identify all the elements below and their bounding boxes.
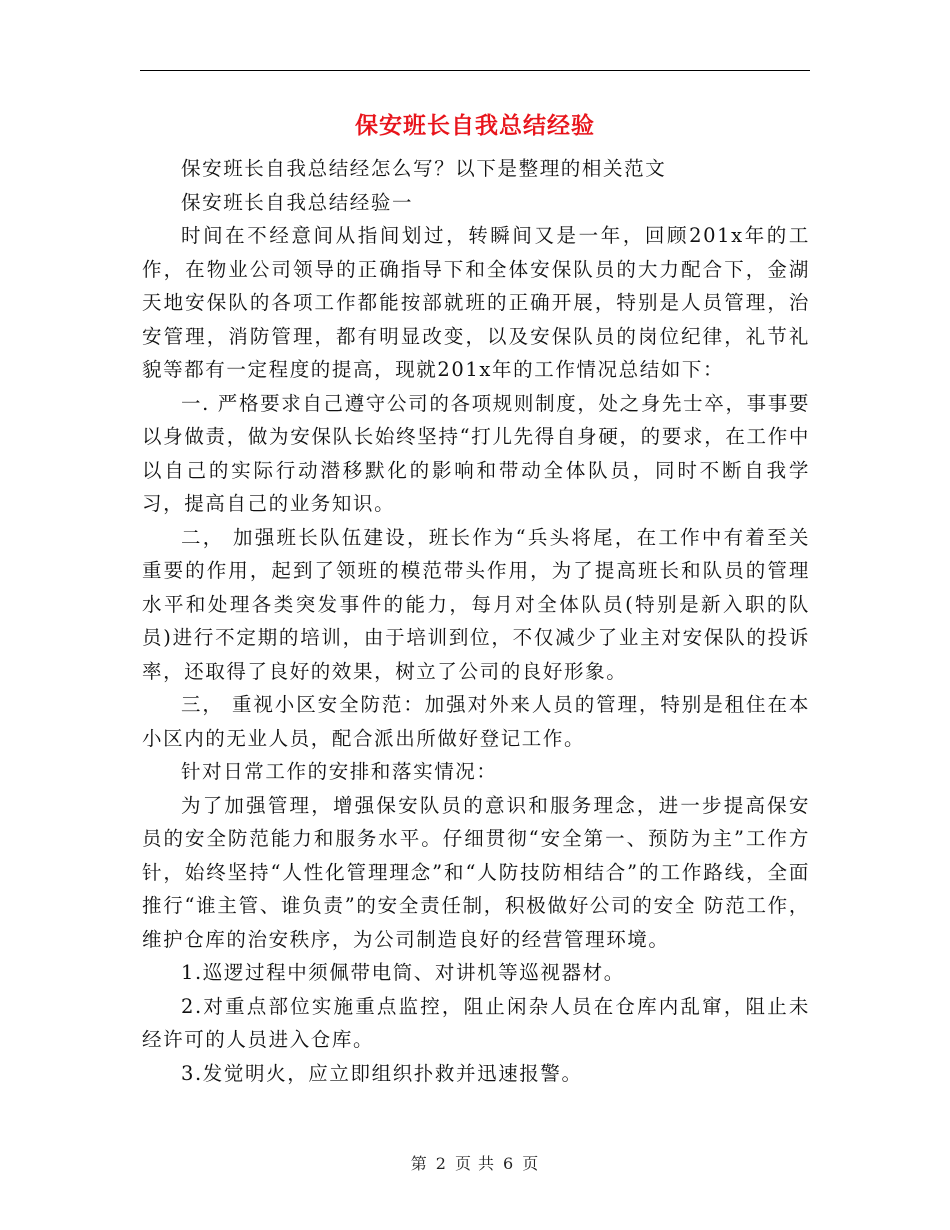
paragraph: 3.发觉明火，应立即组织扑救并迅速报警。 — [181, 1061, 583, 1085]
paragraph: 保安班长自我总结经怎么写？以下是整理的相关范文 — [181, 157, 667, 180]
header-rule — [140, 70, 810, 71]
document-title: 保安班长自我总结经验 — [355, 112, 595, 139]
page-footer — [0, 1151, 950, 1174]
footer-suffix: 页 — [522, 1154, 540, 1173]
page-number: 2 — [435, 1154, 447, 1173]
paragraph: 三， 重视小区安全防范：加强对外来人员的管理，特别是租住在本小区内的无业人员，配合派出所做好登记工作。 — [142, 693, 810, 750]
page-total: 6 — [503, 1154, 515, 1173]
document-body — [142, 152, 810, 1090]
paragraph: 二， 加强班长队伍建设，班长作为“兵头将尾，在工作中有着至关重要的作用，起到了领班的模范带头作用，为了提高班长和队员的管理水平和处理各类突发事件的能力，每月对全体队员(特别是新入职的队员)进行不定期的培训，由于培训到位，不仅减少了业主对安保队的投诉率，还取得了良好的效果，树立了公司的良好形象。 — [142, 525, 810, 683]
footer-prefix: 第 — [410, 1154, 428, 1173]
paragraph: 针对日常工作的安排和落实情况： — [181, 760, 498, 783]
paragraph: 时间在不经意间从指间划过，转瞬间又是一年，回顾201x年的工作，在物业公司领导的正确指导下和全体安保队员的大力配合下，金湖天地安保队的各项工作都能按部就班的正确开展，特别是人员管理，治安管理，消防管理，都有明显改变，以及安保队员的岗位纪律，礼节礼貌等都有一定程度的提高，现就201x年的工作情况总结如下： — [142, 224, 810, 381]
paragraph: 为了加强管理，增强保安队员的意识和服务理念，进一步提高保安员的安全防范能力和服务水平。仔细贯彻“安全第一、预防为主”工作方针，始终坚持“人性化管理理念”和“人防技防相结合”的工作路线，全面推行“谁主管、谁负责”的安全责任制，积极做好公司的安全 防范工作，维护仓库的治安秩序，为公司制造良好的经营管理环境。 — [142, 793, 810, 951]
footer-middle: 页 共 — [454, 1154, 496, 1173]
paragraph: 2.对重点部位实施重点监控，阻止闲杂人员在仓库内乱窜，阻止未经许可的人员进入仓库。 — [142, 994, 810, 1051]
paragraph: 一. 严格要求自己遵守公司的各项规则制度，处之身先士卒，事事要以身做责，做为安保队长始终坚持“打儿先得自身硬，的要求，在工作中以自己的实际行动潜移默化的影响和带动全体队员，同时不断自我学习，提高自己的业务知识。 — [142, 391, 810, 515]
paragraph: 保安班长自我总结经验一 — [181, 190, 414, 214]
paragraph: 1.巡逻过程中须佩带电筒、对讲机等巡视器材。 — [181, 961, 625, 984]
